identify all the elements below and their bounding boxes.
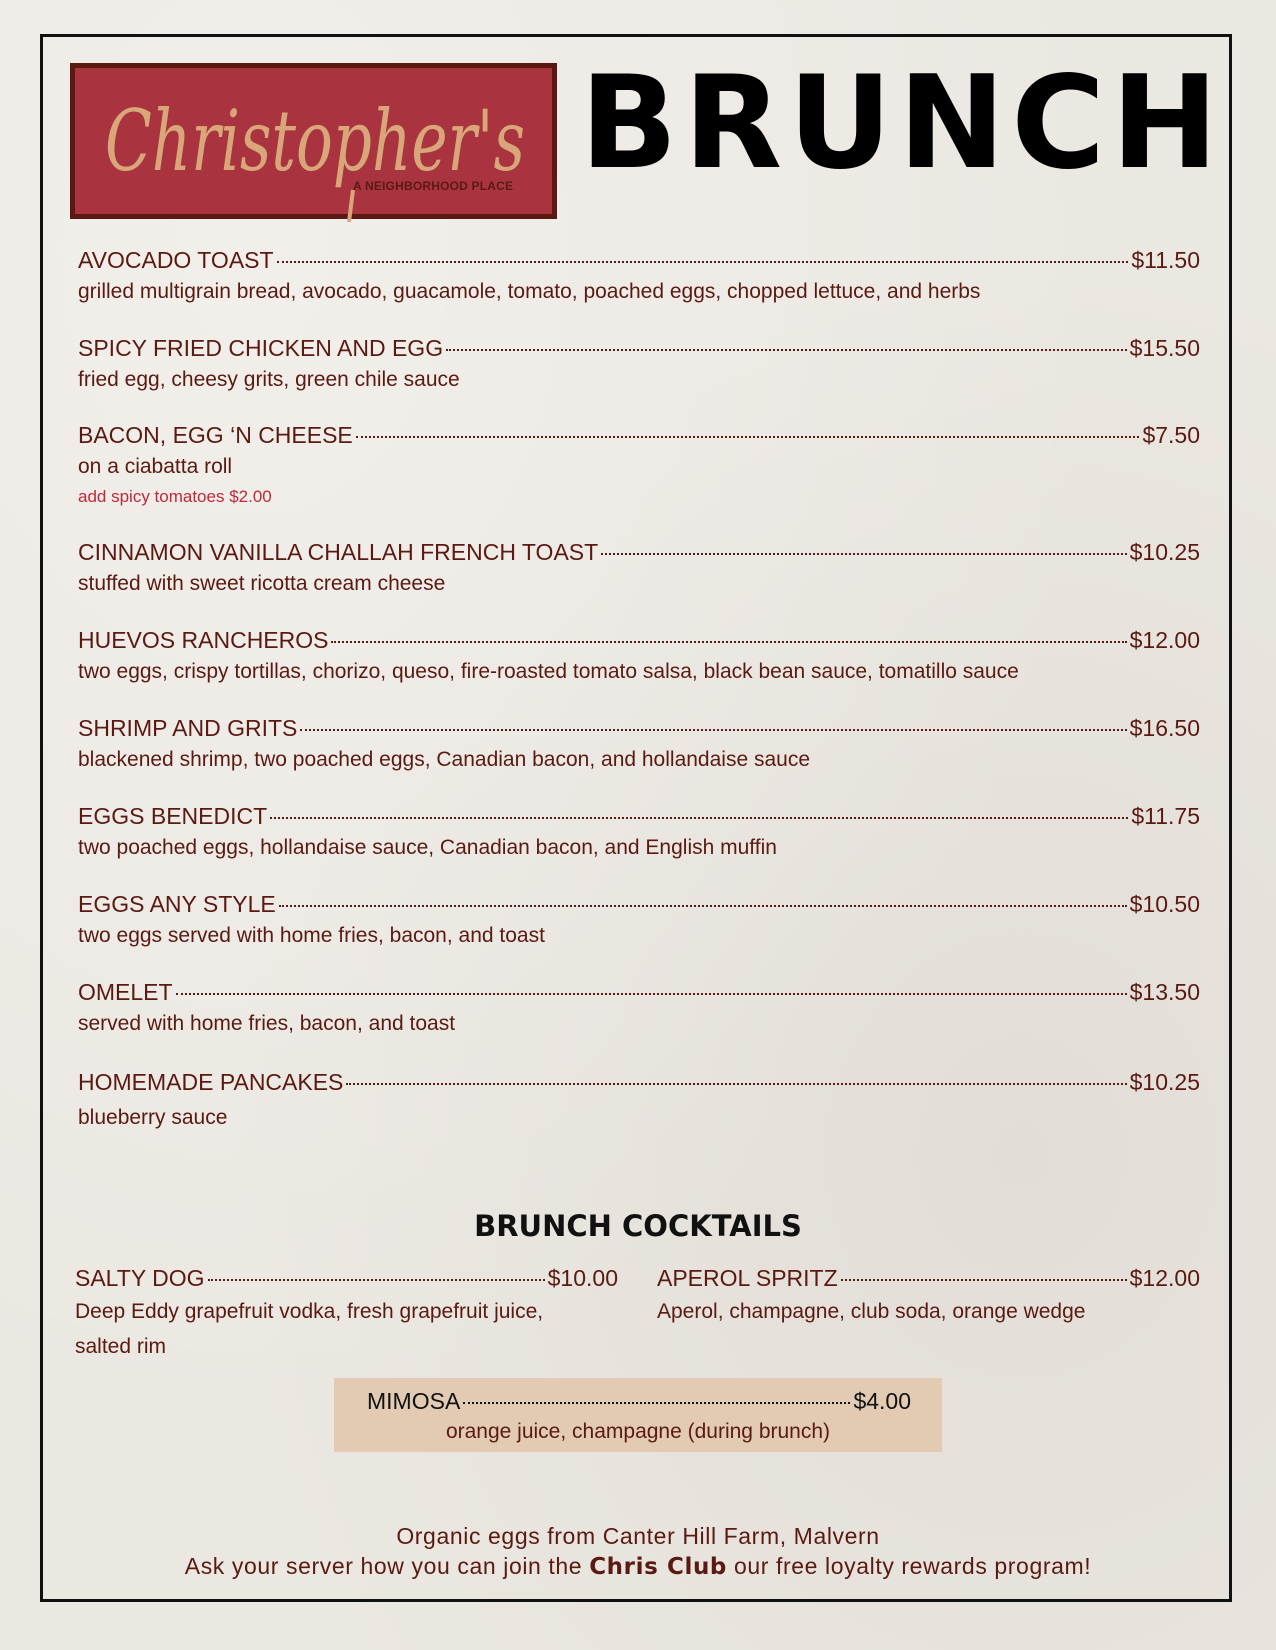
item-description: two eggs, crispy tortillas, chorizo, queso, fire-roasted tomato salsa, black bean sauce, tomatillo sauce (78, 660, 1019, 683)
item-price: $12.00 (1129, 627, 1200, 653)
item-description: on a ciabatta roll (78, 455, 233, 478)
cocktail-description (75, 1294, 618, 1364)
item-name: HUEVOS RANCHEROS (78, 627, 329, 653)
dot-leader (300, 729, 1126, 731)
dot-leader (841, 1279, 1127, 1281)
menu-item (78, 335, 1200, 392)
item-price: $10.25 (1129, 539, 1200, 565)
menu-item (78, 422, 1200, 507)
item-price: $11.50 (1131, 247, 1200, 273)
item-price: $16.50 (1129, 715, 1200, 741)
cocktail-aperol-spritz (657, 1265, 1200, 1329)
item-description: blueberry sauce (78, 1106, 228, 1129)
dot-leader (356, 436, 1140, 438)
footer-eggs-note: Organic eggs from Canter Hill Farm, Malvern (396, 1523, 880, 1549)
cocktail-price: $12.00 (1129, 1265, 1200, 1291)
item-name: AVOCADO TOAST (78, 247, 274, 273)
menu-item (78, 803, 1200, 860)
item-description: blackened shrimp, two poached eggs, Canadian bacon, and hollandaise sauce (78, 748, 811, 771)
restaurant-logo (70, 63, 557, 219)
item-price: $10.25 (1129, 1069, 1200, 1095)
item-name: BACON, EGG ‘N CHEESE (78, 422, 353, 448)
cocktail-salty-dog (75, 1265, 618, 1364)
item-description: two eggs served with home fries, bacon, and toast (78, 924, 545, 947)
menu-item (78, 627, 1200, 684)
cocktail-description: orange juice, champagne (during brunch) (445, 1420, 831, 1443)
footer-text: Ask your server how you can join the (184, 1553, 590, 1579)
cocktail-name: MIMOSA (367, 1388, 461, 1414)
svg-text:Christopher's: Christopher's (105, 92, 525, 190)
item-name: HOMEMADE PANCAKES (78, 1069, 344, 1095)
cocktail-description: Aperol, champagne, club soda, orange wedge (657, 1300, 1086, 1323)
item-description: stuffed with sweet ricotta cream cheese (78, 572, 446, 595)
footer-loyalty-note (0, 1553, 1276, 1580)
item-name: SPICY FRIED CHICKEN AND EGG (78, 335, 444, 361)
menu-item (78, 539, 1200, 596)
dot-leader (277, 261, 1129, 263)
cocktail-price: $4.00 (853, 1388, 911, 1414)
cocktail-name: SALTY DOG (75, 1265, 205, 1291)
dot-leader (346, 1083, 1126, 1085)
menu-item (78, 891, 1200, 948)
logo-tagline: A NEIGHBORHOOD PLACE (353, 179, 514, 193)
menu-item (78, 715, 1200, 772)
item-description: grilled multigrain bread, avocado, guacamole, tomato, poached eggs, chopped lettuce, and herbs (78, 280, 981, 303)
page-title: BRUNCH (580, 49, 1225, 198)
item-name: EGGS ANY STYLE (78, 891, 276, 917)
dot-leader (270, 817, 1128, 819)
item-name: EGGS BENEDICT (78, 803, 268, 829)
dot-leader (463, 1402, 850, 1404)
dot-leader (601, 553, 1126, 555)
cocktail-description-line: Deep Eddy grapefruit vodka, fresh grapefruit juice, (75, 1300, 544, 1323)
dot-leader (446, 349, 1127, 351)
item-name: OMELET (78, 979, 173, 1005)
dot-leader (279, 905, 1127, 907)
item-name: CINNAMON VANILLA CHALLAH FRENCH TOAST (78, 539, 599, 565)
menu-item (78, 979, 1200, 1036)
item-price: $11.75 (1131, 803, 1200, 829)
item-price: $7.50 (1142, 422, 1200, 448)
item-description: served with home fries, bacon, and toast (78, 1012, 456, 1035)
item-price: $13.50 (1129, 979, 1200, 1005)
cocktail-price: $10.00 (547, 1265, 618, 1291)
item-name: SHRIMP AND GRITS (78, 715, 298, 741)
menu-item (78, 247, 1200, 304)
chris-club-name: Chris Club (589, 1554, 727, 1580)
cocktail-name: APEROL SPRITZ (657, 1265, 838, 1291)
footer-text: our free loyalty rewards program! (726, 1553, 1092, 1579)
item-description: fried egg, cheesy grits, green chile sauce (78, 368, 460, 391)
dot-leader (331, 641, 1126, 643)
item-description: two poached eggs, hollandaise sauce, Canadian bacon, and English muffin (78, 836, 777, 859)
item-price: $10.50 (1129, 891, 1200, 917)
dot-leader (176, 993, 1127, 995)
menu-item (78, 1069, 1200, 1130)
item-addon: add spicy tomatoes $2.00 (78, 487, 272, 506)
item-price: $15.50 (1129, 335, 1200, 361)
dot-leader (208, 1279, 545, 1281)
cocktails-heading: BRUNCH COCKTAILS (474, 1209, 802, 1243)
mimosa-feature-box (334, 1378, 942, 1452)
logo-script (103, 72, 533, 222)
cocktail-description-line: salted rim (75, 1335, 167, 1358)
